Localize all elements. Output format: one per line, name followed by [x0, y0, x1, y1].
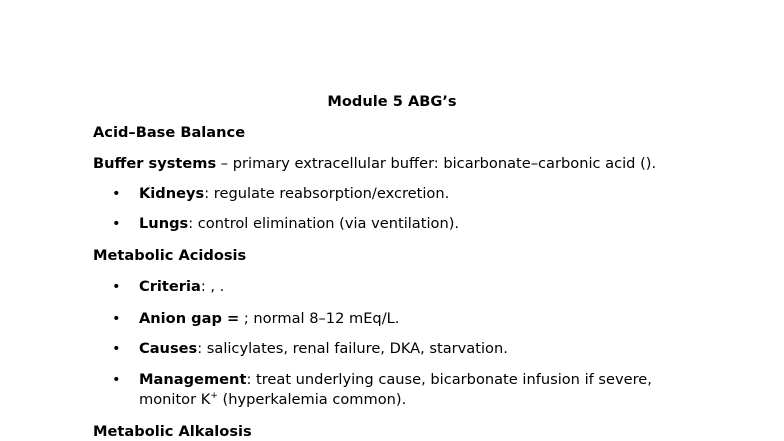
bullet-dot: •: [112, 340, 121, 357]
bullet-dot: •: [112, 278, 121, 295]
list-item-label: Kidneys: [139, 185, 205, 202]
page-title: Module 5 ABG’s: [327, 93, 457, 110]
list-item-text: : treat underlying cause, bicarbonate infusion if severe,: [246, 371, 652, 388]
heading-metabolic-alkalosis: Metabolic Alkalosis: [93, 423, 252, 440]
buffer-systems-text: – primary extracellular buffer: bicarbonate–carbonic acid ().: [216, 155, 657, 172]
list-item-label: Lungs: [139, 215, 189, 232]
list-item-anion-gap: [139, 309, 399, 329]
heading-acid-base: Acid–Base Balance: [93, 124, 246, 141]
list-item-lungs: [139, 214, 459, 234]
buffer-systems-label: Buffer systems: [93, 155, 217, 172]
bullet-dot: •: [112, 185, 121, 202]
heading-metabolic-acidosis: Metabolic Acidosis: [93, 247, 247, 264]
list-item-text: : , .: [200, 278, 225, 295]
list-item-kidneys: [139, 184, 449, 204]
list-item-management-cont: [139, 390, 406, 410]
list-item-text: : control elimination (via ventilation).: [188, 215, 460, 232]
list-item-label: Management: [139, 371, 247, 388]
superscript-plus: +: [210, 391, 218, 401]
list-item-label: Causes: [139, 340, 198, 357]
bullet-dot: •: [112, 310, 121, 327]
list-item-criteria: [139, 277, 224, 297]
list-item-text: ; normal 8–12 mEq/L.: [239, 310, 400, 327]
list-item-causes: [139, 339, 508, 359]
list-item-label: Anion gap =: [139, 310, 240, 327]
list-item-management: [139, 370, 652, 390]
bullet-dot: •: [112, 371, 121, 388]
list-item-text: : regulate reabsorption/excretion.: [204, 185, 450, 202]
list-item-text: monitor K: [139, 391, 211, 408]
buffer-systems-line: [93, 155, 656, 173]
bullet-dot: •: [112, 215, 121, 232]
list-item-text: (hyperkalemia common).: [217, 391, 407, 408]
list-item-text: : salicylates, renal failure, DKA, starvation.: [197, 340, 508, 357]
list-item-label: Criteria: [139, 278, 201, 295]
